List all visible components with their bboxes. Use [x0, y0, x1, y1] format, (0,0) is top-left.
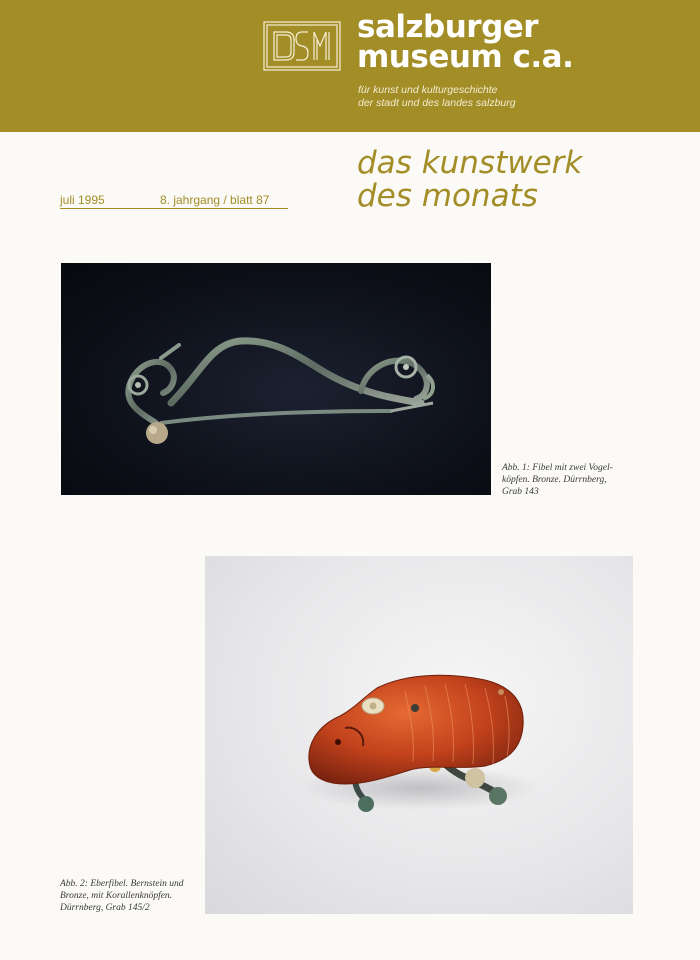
figure-1-caption-line-2: köpfen. Bronze. Dürrnberg, [502, 475, 607, 485]
figure-2-caption [60, 878, 210, 914]
figure-2-caption-line-1: Abb. 2: Eberfibel. Bernstein und [60, 879, 184, 889]
masthead [0, 0, 700, 132]
figure-2-caption-line-3: Dürrnberg, Grab 145/2 [60, 903, 150, 913]
brand-subtitle-line-2: der stadt und des landes salzburg [358, 97, 516, 109]
series-title [357, 147, 582, 213]
figure-1-caption-line-3: Grab 143 [502, 487, 539, 497]
figure-2-photo [205, 556, 633, 914]
issue-rule [60, 208, 288, 209]
boar-fibula-illustration [205, 556, 633, 914]
figure-1-caption [502, 462, 652, 498]
bird-head-fibula-illustration [61, 263, 491, 495]
issue-volume: 8. jahrgang / blatt 87 [160, 193, 270, 207]
series-title-line-1: das kunstwerk [357, 145, 583, 181]
brand-title [357, 9, 574, 75]
brand-line-2: museum c.a. [357, 39, 574, 75]
brand-subtitle-line-1: für kunst und kulturgeschichte [358, 84, 498, 96]
series-title-line-2: des monats [357, 178, 538, 214]
figure-2-caption-line-2: Bronze, mit Korallenknöpfen. [60, 891, 173, 901]
figure-1-photo [61, 263, 491, 495]
museum-logo-icon [262, 20, 342, 72]
brand-subtitle [358, 84, 516, 110]
brand-line-1: salzburger [357, 9, 539, 45]
figure-1-caption-line-1: Abb. 1: Fibel mit zwei Vogel- [502, 463, 613, 473]
issue-date: juli 1995 [60, 193, 105, 207]
